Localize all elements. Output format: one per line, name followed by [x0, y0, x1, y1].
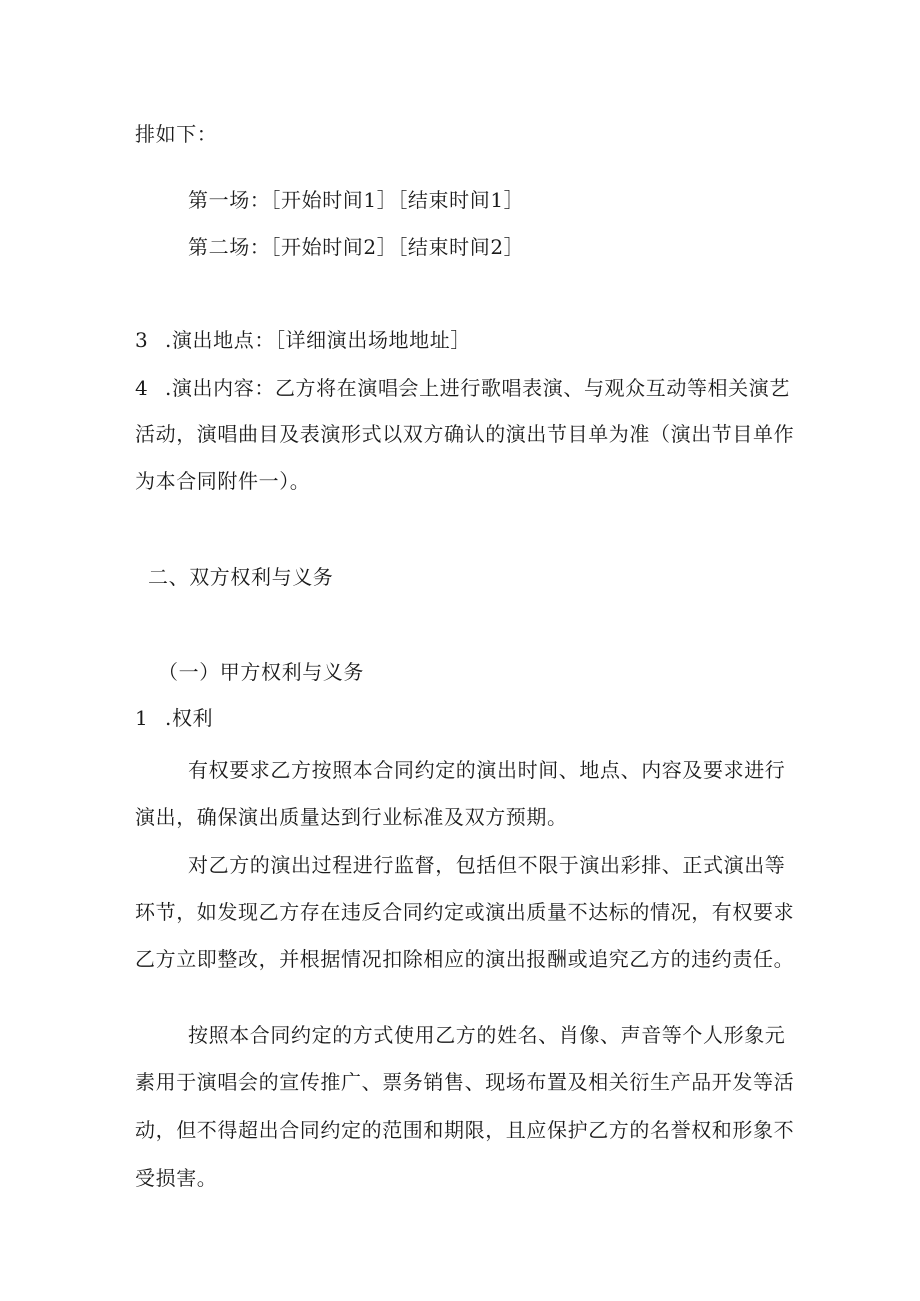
- subsection-heading: （一）甲方权利与义务: [158, 660, 364, 684]
- item-4-line-3: 为本合同附件一）。: [135, 469, 311, 493]
- para-2-line-3: 乙方立即整改，并根据情况扣除相应的演出报酬或追究乙方的违约责任。: [135, 947, 795, 971]
- item-4-line-2: 活动，演唱曲目及表演形式以双方确认的演出节目单为准（演出节目单作: [135, 422, 795, 446]
- schedule-line-2: 第二场：［开始时间2］［结束时间2］: [188, 235, 525, 259]
- para-3-line-1: 按照本合同约定的方式使用乙方的姓名、肖像、声音等个人形象元: [188, 1023, 786, 1047]
- para-2-line-1: 对乙方的演出过程进行监督，包括但不限于演出彩排、正式演出等: [188, 853, 786, 877]
- item-text: .权利: [165, 706, 214, 730]
- item-text: .演出内容：乙方将在演唱会上进行歌唱表演、与观众互动等相关演艺: [165, 376, 790, 400]
- schedule-line-1: 第一场：［开始时间1］［结束时间1］: [188, 188, 525, 212]
- rights-heading: [135, 706, 213, 730]
- item-number: 4: [135, 376, 149, 400]
- para-1-line-2: 演出，确保演出质量达到行业标准及双方预期。: [135, 805, 568, 829]
- paragraph-line: 排如下：: [135, 122, 218, 146]
- section-heading: 二、双方权利与义务: [148, 565, 334, 589]
- para-3-line-3: 动，但不得超出合同约定的范围和期限，且应保护乙方的名誉权和形象不: [135, 1118, 795, 1142]
- item-4-line-1: [135, 376, 790, 400]
- para-3-line-2: 素用于演唱会的宣传推广、票务销售、现场布置及相关衍生产品开发等活: [135, 1070, 795, 1094]
- item-text: .演出地点：［详细演出场地地址］: [165, 328, 471, 352]
- para-1-line-1: 有权要求乙方按照本合同约定的演出时间、地点、内容及要求进行: [188, 758, 786, 782]
- item-number: 3: [135, 328, 149, 352]
- para-2-line-2: 环节，如发现乙方存在违反合同约定或演出质量不达标的情况，有权要求: [135, 900, 795, 924]
- para-3-line-4: 受损害。: [135, 1166, 218, 1190]
- item-3: [135, 328, 471, 352]
- item-number: 1: [135, 706, 149, 730]
